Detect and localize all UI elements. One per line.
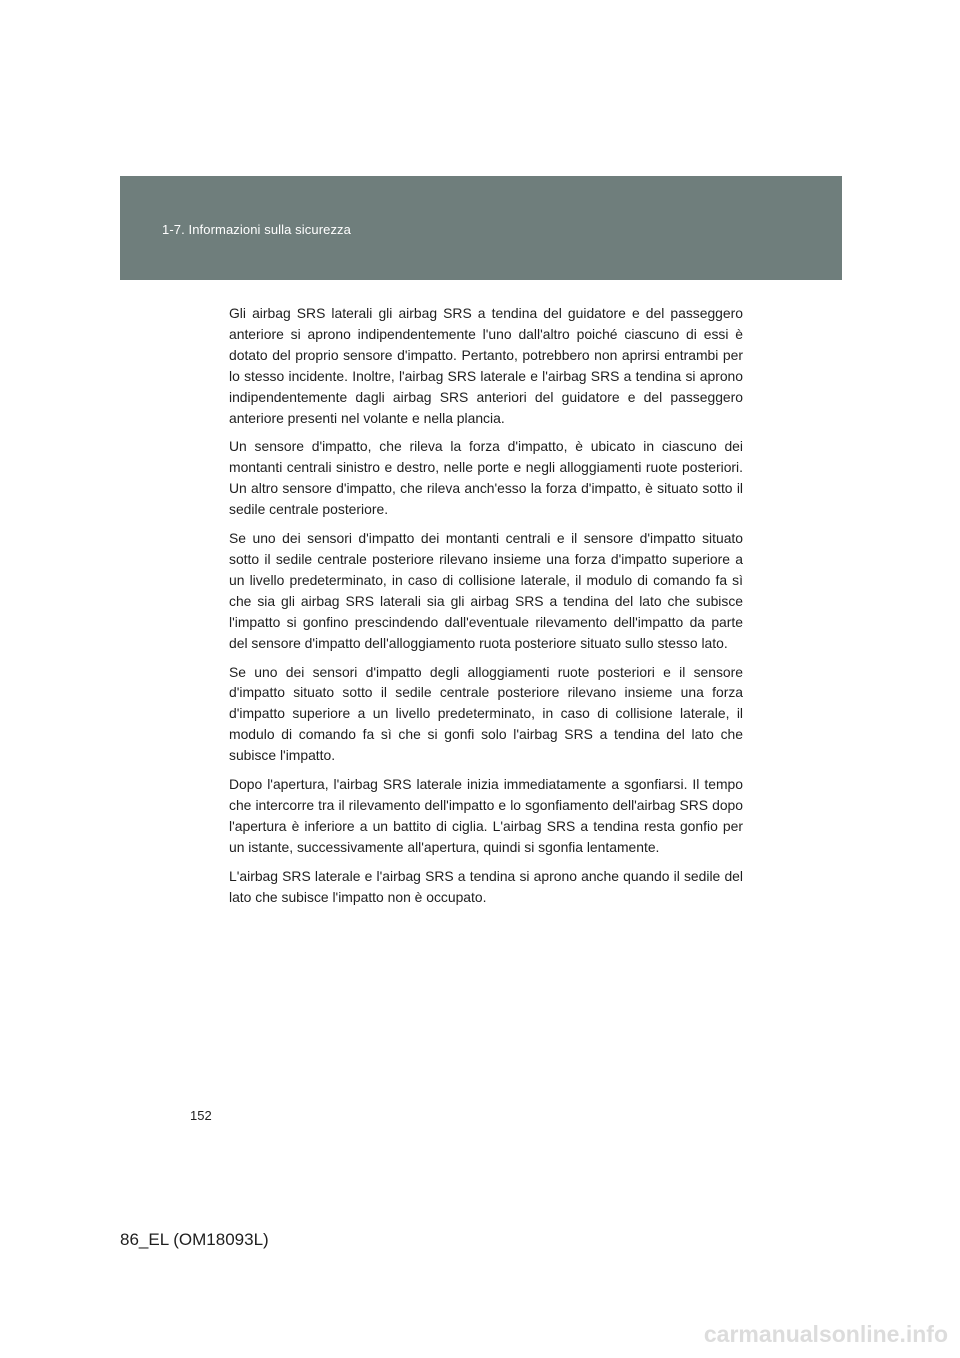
paragraph: L'airbag SRS laterale e l'airbag SRS a tendina si aprono anche quando il sedile del lato che subisce l'impatto non è occupato. (229, 867, 743, 905)
paragraph: Un sensore d'impatto, che rileva la forza d'impatto, è ubicato in ciascuno dei montanti centrali sinistro e destro, nelle porte e negli alloggiamenti ruote posteriori. Un altro sensore d'impatto, che rileva anch'esso la forza d'impatto, è situato sotto il sedile centrale posteriore. (229, 438, 743, 518)
paragraph: Se uno dei sensori d'impatto dei montanti centrali e il sensore d'impatto situato sotto il sedile centrale posteriore rilevano insieme una forza d'impatto superiore a un livello predeterminato, in caso di collisione laterale, il modulo di comando fa sì che sia gli airbag SRS laterali sia gli airbag SRS a tendina del lato che subisce l'impatto si gonfino prescindendo dall'eventuale rilevamento dell'impatto da parte del sensore d'impatto dell'alloggiamento ruota posteriore situato sullo stesso lato. (229, 530, 743, 651)
page-number: 152 (190, 1108, 212, 1123)
paragraph: Gli airbag SRS laterali gli airbag SRS a tendina del guidatore e del passeggero anteriore si aprono indipendentemente l'uno dall'altro poiché ciascuno di essi è dotato del proprio sensore d'impatto. Pertanto, potrebbero non aprirsi entrambi per lo stesso incidente. Inoltre, l'airbag SRS laterale e l'airbag SRS a tendina si aprono indipendentemente dagli airbag SRS anteriori del guidatore e del passeggero anteriore presenti nel volante e nella plancia. (229, 305, 743, 426)
section-title: 1-7. Informazioni sulla sicurezza (162, 222, 351, 237)
body-text (229, 303, 743, 915)
watermark: carmanualsonline.info (703, 1321, 948, 1347)
paragraph: Dopo l'apertura, l'airbag SRS laterale inizia immediatamente a sgonfiarsi. Il tempo che intercorre tra il rilevamento dell'impatto e lo sgonfiamento dell'airbag SRS dopo l'apertura è inferiore a un battito di ciglia. L'airbag SRS a tendina resta gonfio per un istante, successivamente all'apertura, quindi si sgonfia lentamente. (229, 776, 743, 855)
section-header-band (120, 176, 842, 280)
document-code: 86_EL (OM18093L) (120, 1230, 269, 1249)
paragraph: Se uno dei sensori d'impatto degli alloggiamenti ruote posteriori e il sensore d'impatto situato sotto il sedile centrale posteriore rilevano insieme una forza d'impatto superiore a un livello predeterminato, in caso di collisione laterale, il modulo di comando fa sì che si gonfi solo l'airbag SRS a tendina del lato che subisce l'impatto. (229, 663, 743, 764)
